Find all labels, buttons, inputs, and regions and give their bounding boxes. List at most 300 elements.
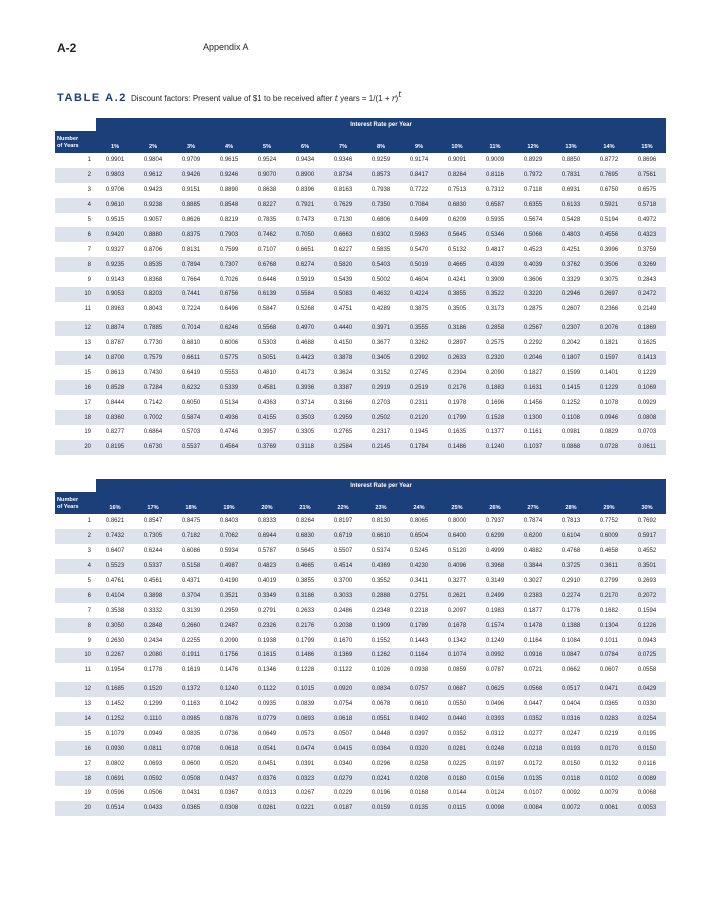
factor-cell: 0.1388 [552, 618, 590, 633]
factor-cell: 0.0150 [628, 741, 666, 756]
factor-cell: 0.1978 [447, 399, 467, 406]
factor-cell: 0.1552 [371, 637, 391, 644]
rate-header: 16% [96, 492, 134, 514]
table-row [55, 603, 666, 618]
factor-cell: 0.2080 [134, 648, 172, 663]
factor-cell: 0.2472 [628, 287, 666, 302]
factor-cell: 0.0247 [561, 730, 581, 737]
rate-header: 3% [172, 131, 210, 153]
factor-cell: 0.3173 [485, 306, 505, 313]
factor-cell: 0.0365 [172, 801, 210, 816]
table-body [55, 514, 666, 816]
factor-cell: 0.5523 [96, 559, 134, 574]
factor-cell: 0.8043 [143, 306, 163, 313]
factor-cell: 0.6931 [561, 187, 581, 194]
factor-cell: 0.3898 [134, 588, 172, 603]
factor-cell: 0.8197 [333, 518, 353, 525]
factor-cell: 0.3050 [96, 618, 134, 633]
factor-cell: 0.2311 [410, 399, 428, 406]
factor-cell: 0.5674 [523, 217, 543, 223]
factor-cell: 0.5718 [628, 198, 666, 213]
factor-cell: 0.6419 [181, 369, 201, 376]
factor-cell: 0.2320 [476, 351, 514, 366]
factor-cell: 0.1799 [295, 637, 315, 644]
factor-cell: 0.1594 [637, 607, 657, 614]
factor-cell: 0.7432 [96, 529, 134, 544]
factor-cell: 0.0935 [257, 701, 277, 708]
factor-cell: 0.8890 [219, 187, 239, 194]
factor-cell: 0.3262 [409, 340, 429, 347]
title-exponent: t [398, 90, 402, 100]
factor-cell: 0.0168 [409, 790, 429, 797]
factor-cell: 0.6719 [324, 529, 362, 544]
factor-cell: 0.0981 [561, 429, 581, 436]
factor-cell: 0.5847 [257, 306, 277, 313]
factor-cell: 0.0678 [371, 701, 391, 708]
factor-cell: 0.1413 [628, 351, 666, 366]
factor-cell: 0.9070 [248, 168, 286, 183]
factor-cell: 0.8264 [295, 518, 315, 525]
factor-cell: 0.6663 [324, 227, 362, 242]
factor-cell: 0.0736 [219, 730, 239, 737]
factor-cell: 0.7312 [485, 187, 505, 194]
factor-cell: 0.0596 [105, 790, 125, 797]
interest-rate-band: Interest Rate per Year [96, 118, 666, 131]
factor-cell: 0.0072 [552, 801, 590, 816]
factor-cell: 0.3855 [438, 287, 476, 302]
factor-cell: 0.2038 [324, 618, 362, 633]
year-cell: 9 [87, 276, 91, 283]
factor-cell: 0.4999 [485, 548, 505, 555]
factor-cell: 0.0308 [210, 801, 248, 816]
factor-cell: 0.4561 [143, 578, 163, 584]
factor-cell: 0.7462 [248, 227, 286, 242]
factor-cell: 0.5158 [172, 559, 210, 574]
table-row [55, 771, 666, 786]
factor-cell: 0.2046 [514, 351, 552, 366]
factor-cell: 0.0089 [628, 771, 666, 786]
factor-cell: 0.9615 [219, 157, 239, 164]
factor-cell: 0.5584 [286, 287, 324, 302]
table-row [55, 198, 666, 213]
factor-cell: 0.1877 [523, 607, 543, 614]
factor-cell: 0.5835 [371, 246, 391, 253]
factor-cell: 0.7874 [523, 518, 543, 525]
factor-cell: 0.1597 [590, 351, 628, 366]
factor-cell: 0.2434 [143, 637, 163, 644]
factor-cell: 0.9235 [96, 257, 134, 272]
factor-cell: 0.7921 [286, 198, 324, 213]
factor-cell: 0.4817 [485, 246, 505, 253]
factor-cell: 0.9259 [371, 157, 391, 164]
factor-cell: 0.8626 [181, 217, 201, 223]
factor-cell: 0.6355 [514, 198, 552, 213]
factor-cell: 0.1240 [476, 440, 514, 455]
table-header [55, 479, 666, 514]
factor-cell: 0.1304 [590, 618, 628, 633]
factor-cell: 0.4972 [637, 217, 657, 223]
factor-cell: 0.0118 [552, 771, 590, 786]
factor-cell: 0.2076 [590, 319, 628, 336]
factor-cell: 0.3606 [523, 276, 543, 283]
factor-cell: 0.1015 [286, 680, 324, 697]
factor-cell: 0.0943 [637, 637, 657, 644]
factor-cell: 0.3769 [248, 440, 286, 455]
factor-cell: 0.3118 [286, 440, 324, 455]
factor-cell: 0.3186 [286, 588, 324, 603]
factor-cell: 0.7473 [295, 217, 315, 223]
factor-cell: 0.0618 [210, 741, 248, 756]
year-cell: 3 [87, 187, 91, 194]
factor-cell: 0.7937 [485, 518, 505, 525]
factor-cell: 0.0985 [172, 712, 210, 727]
factor-cell: 0.6244 [143, 548, 163, 555]
year-cell: 3 [87, 548, 91, 555]
factor-cell: 0.4987 [210, 559, 248, 574]
factor-cell: 0.2897 [447, 340, 467, 347]
factor-cell: 0.3762 [552, 257, 590, 272]
factor-cell: 0.1778 [143, 667, 163, 674]
factor-cell: 0.1240 [210, 680, 248, 697]
factor-cell: 0.6768 [248, 257, 286, 272]
factor-cell: 0.6086 [181, 548, 201, 555]
factor-cell: 0.2621 [438, 588, 476, 603]
factor-cell: 0.7730 [143, 340, 163, 347]
factor-cell: 0.1678 [438, 618, 476, 633]
factor-cell: 0.7513 [447, 187, 467, 194]
factor-cell: 0.2584 [324, 440, 362, 455]
table-row [55, 257, 666, 272]
table-label: TABLE A.2 [57, 92, 128, 104]
table-row [55, 544, 666, 559]
factor-cell: 0.2383 [514, 588, 552, 603]
factor-cell: 0.6009 [590, 529, 628, 544]
factor-cell: 0.0708 [172, 741, 210, 756]
table-row [55, 633, 666, 648]
factor-cell: 0.7752 [599, 518, 619, 525]
factor-cell: 0.3152 [371, 369, 391, 376]
factor-cell: 0.1011 [600, 637, 618, 644]
factor-cell: 0.1799 [438, 410, 476, 425]
rate-header: 10% [438, 131, 476, 153]
factor-cell: 0.3704 [172, 588, 210, 603]
years-header-line-1: Number [57, 136, 79, 142]
factor-cell: 0.2751 [400, 588, 438, 603]
factor-cell: 0.9423 [143, 187, 163, 194]
table-row [55, 697, 666, 712]
factor-cell: 0.8900 [286, 168, 324, 183]
factor-cell: 0.6496 [219, 306, 239, 313]
factor-cell: 0.3611 [590, 559, 628, 574]
factor-cell: 0.1252 [561, 399, 581, 406]
rate-header: 14% [590, 131, 628, 153]
factor-cell: 0.1776 [561, 607, 581, 614]
factor-cell: 0.0218 [514, 741, 552, 756]
factor-cell: 0.0687 [438, 680, 476, 697]
factor-cell: 0.3075 [599, 276, 619, 283]
factor-cell: 0.1756 [210, 648, 248, 663]
factor-cell: 0.4688 [295, 340, 315, 347]
factor-cell: 0.0728 [590, 440, 628, 455]
factor-cell: 0.0197 [485, 760, 505, 767]
factor-cell: 0.1789 [400, 618, 438, 633]
factor-cell: 0.5132 [447, 246, 467, 253]
factor-cell: 0.8706 [143, 246, 163, 253]
factor-cell: 0.1229 [637, 369, 657, 376]
year-cell: 15 [84, 730, 91, 737]
table-row [55, 726, 666, 741]
factor-cell: 0.0946 [590, 410, 628, 425]
factor-cell: 0.0187 [324, 801, 362, 816]
rate-header: 1% [96, 131, 134, 153]
factor-cell: 0.1682 [599, 607, 619, 614]
table-caption [57, 88, 401, 106]
factor-cell: 0.2149 [637, 306, 657, 313]
factor-cell: 0.5083 [324, 287, 362, 302]
factor-cell: 0.5921 [590, 198, 628, 213]
factor-cell: 0.2765 [333, 429, 353, 436]
factor-cell: 0.6200 [514, 529, 552, 544]
factor-cell: 0.0508 [172, 771, 210, 786]
factor-cell: 0.3714 [295, 399, 315, 406]
factor-cell: 0.2090 [219, 637, 239, 644]
factor-cell: 0.2959 [219, 607, 239, 614]
factor-cell: 0.0618 [324, 712, 362, 727]
factor-cell: 0.6730 [134, 440, 172, 455]
table-row [55, 712, 666, 727]
year-cell: 4 [55, 198, 96, 213]
year-cell: 12 [55, 319, 96, 336]
year-cell: 7 [87, 607, 91, 614]
factor-cell: 0.1079 [105, 730, 125, 737]
factor-cell: 0.0196 [371, 790, 391, 797]
factor-cell: 0.7130 [333, 217, 353, 223]
factor-cell: 0.0150 [561, 760, 581, 767]
title-text-end: ) [395, 94, 399, 103]
factor-cell: 0.0415 [324, 741, 362, 756]
factor-cell: 0.9610 [96, 198, 134, 213]
factor-cell: 0.6611 [172, 351, 210, 366]
factor-cell: 0.0611 [628, 440, 666, 455]
factor-cell: 0.4803 [552, 227, 590, 242]
factor-cell: 0.9901 [105, 157, 125, 164]
factor-cell: 0.7579 [134, 351, 172, 366]
factor-cell: 0.6587 [476, 198, 514, 213]
factor-cell: 0.2176 [286, 618, 324, 633]
factor-cell: 0.0258 [409, 760, 429, 767]
factor-cell: 0.0757 [400, 680, 438, 697]
factor-cell: 0.0193 [552, 741, 590, 756]
factor-cell: 0.5002 [371, 276, 391, 283]
factor-cell: 0.2326 [248, 618, 286, 633]
factor-cell: 0.2946 [552, 287, 590, 302]
factor-cell: 0.6133 [552, 198, 590, 213]
factor-cell: 0.1300 [514, 410, 552, 425]
factor-cell: 0.9246 [210, 168, 248, 183]
factor-cell: 0.0607 [599, 667, 619, 674]
factor-cell: 0.0261 [248, 801, 286, 816]
factor-cell: 0.4230 [400, 559, 438, 574]
factor-cell: 0.5337 [134, 559, 172, 574]
factor-cell: 0.6274 [286, 257, 324, 272]
factor-cell: 0.8396 [295, 187, 315, 194]
discount-table-1 [55, 118, 666, 455]
factor-cell: 0.0433 [134, 801, 172, 816]
factor-cell: 0.1909 [362, 618, 400, 633]
factor-cell: 0.7026 [219, 276, 239, 283]
factor-cell: 0.4241 [447, 276, 467, 283]
factor-cell: 0.9803 [96, 168, 134, 183]
rate-header: 12% [514, 131, 552, 153]
factor-cell: 0.3909 [485, 276, 505, 283]
table-body [55, 153, 666, 455]
factor-cell: 0.8621 [105, 518, 125, 525]
table-row [55, 801, 666, 816]
factor-cell: 0.7107 [257, 246, 277, 253]
factor-cell: 0.9057 [143, 217, 163, 223]
factor-cell: 0.0135 [514, 771, 552, 786]
table-row [55, 559, 666, 574]
year-cell: 14 [55, 351, 96, 366]
table-row [55, 529, 666, 544]
factor-cell: 0.3387 [324, 380, 362, 395]
factor-cell: 0.0132 [599, 760, 619, 767]
factor-cell: 0.0124 [485, 790, 505, 797]
year-cell: 2 [55, 529, 96, 544]
factor-cell: 0.5066 [514, 227, 552, 242]
factor-cell: 0.2255 [181, 637, 201, 644]
factor-cell: 0.6400 [438, 529, 476, 544]
table-title [131, 90, 402, 103]
rate-header: 21% [286, 492, 324, 514]
year-cell: 18 [55, 410, 96, 425]
factor-cell: 0.4363 [257, 399, 277, 406]
factor-cell: 0.5339 [210, 380, 248, 395]
years-header-line-2: of Years [57, 504, 79, 510]
year-cell: 1 [87, 518, 91, 525]
factor-cell: 0.0610 [409, 701, 429, 708]
factor-cell: 0.1252 [96, 712, 134, 727]
factor-cell: 0.4369 [362, 559, 400, 574]
factor-cell: 0.1696 [485, 399, 505, 406]
factor-cell: 0.2499 [476, 588, 514, 603]
factor-cell: 0.6504 [400, 529, 438, 544]
year-cell: 17 [84, 760, 91, 767]
factor-cell: 0.3149 [485, 578, 505, 584]
factor-cell: 0.4556 [590, 227, 628, 242]
year-cell: 20 [55, 801, 96, 816]
year-cell: 18 [55, 771, 96, 786]
factor-cell: 0.2630 [105, 637, 125, 644]
factor-cell: 0.3027 [523, 578, 543, 584]
factor-cell: 0.4150 [333, 340, 353, 347]
factor-cell: 0.0180 [438, 771, 476, 786]
factor-cell: 0.8547 [143, 518, 163, 525]
rate-header: 11% [476, 131, 514, 153]
factor-cell: 0.2703 [371, 399, 391, 406]
factor-cell: 0.7813 [561, 518, 581, 525]
factor-cell: 0.6830 [438, 198, 476, 213]
factor-cell: 0.1635 [447, 429, 467, 436]
factor-cell: 0.5051 [248, 351, 286, 366]
factor-cell: 0.0802 [105, 760, 125, 767]
factor-cell: 0.3875 [409, 306, 429, 313]
factor-cell: 0.0625 [476, 680, 514, 697]
factor-cell: 0.5568 [248, 319, 286, 336]
factor-cell: 0.9346 [333, 157, 353, 164]
factor-cell: 0.0115 [438, 801, 476, 816]
factor-cell: 0.3506 [590, 257, 628, 272]
year-cell: 6 [55, 227, 96, 242]
factor-cell: 0.4440 [324, 319, 362, 336]
factor-cell: 0.2519 [400, 380, 438, 395]
factor-cell: 0.8535 [134, 257, 172, 272]
factor-cell: 0.0808 [628, 410, 666, 425]
factor-cell: 0.6407 [105, 548, 125, 555]
factor-cell: 0.0839 [295, 701, 315, 708]
factor-cell: 0.7182 [172, 529, 210, 544]
factor-cell: 0.0352 [514, 712, 552, 727]
factor-cell: 0.1042 [219, 701, 239, 708]
factor-cell: 0.3505 [447, 306, 467, 313]
factor-cell: 0.5645 [438, 227, 476, 242]
rate-header: 18% [172, 492, 210, 514]
factor-cell: 0.9612 [134, 168, 172, 183]
factor-cell: 0.1452 [105, 701, 125, 708]
factor-cell: 0.5537 [172, 440, 210, 455]
table-row [55, 648, 666, 663]
factor-cell: 0.1807 [552, 351, 590, 366]
factor-cell: 0.5439 [333, 276, 353, 283]
year-cell: 8 [55, 618, 96, 633]
factor-cell: 0.0506 [143, 790, 163, 797]
factor-cell: 0.7972 [514, 168, 552, 183]
factor-cell: 0.6139 [248, 287, 286, 302]
factor-cell: 0.0779 [248, 712, 286, 727]
factor-cell: 0.7722 [409, 187, 429, 194]
running-header: Appendix A [203, 42, 249, 52]
factor-cell: 0.2848 [134, 618, 172, 633]
factor-cell: 0.0784 [590, 648, 628, 663]
factor-cell: 0.0517 [552, 680, 590, 697]
factor-cell: 0.7441 [172, 287, 210, 302]
factor-cell: 0.0592 [134, 771, 172, 786]
factor-cell: 0.5403 [362, 257, 400, 272]
year-cell: 19 [84, 790, 91, 797]
year-cell: 13 [84, 701, 91, 708]
years-column-header [55, 492, 96, 514]
factor-cell: 0.0662 [561, 667, 581, 674]
rate-header: 29% [590, 492, 628, 514]
factor-cell: 0.0429 [628, 680, 666, 697]
table-row [55, 213, 666, 228]
rate-header: 6% [286, 131, 324, 153]
factor-cell: 0.5428 [561, 217, 581, 223]
factor-cell: 0.1122 [334, 667, 352, 674]
factor-cell: 0.5134 [219, 399, 239, 406]
factor-cell: 0.7118 [524, 187, 542, 194]
factor-cell: 0.0283 [590, 712, 628, 727]
factor-cell: 0.4039 [514, 257, 552, 272]
factor-cell: 0.3878 [324, 351, 362, 366]
factor-cell: 0.1599 [561, 369, 581, 376]
title-text-mid: years = 1/(1 + [337, 94, 392, 103]
factor-cell: 0.4251 [561, 246, 581, 253]
factor-cell: 0.6750 [599, 187, 619, 194]
factor-cell: 0.4523 [523, 246, 543, 253]
factor-cell: 0.9426 [172, 168, 210, 183]
factor-cell: 0.9706 [105, 187, 125, 194]
